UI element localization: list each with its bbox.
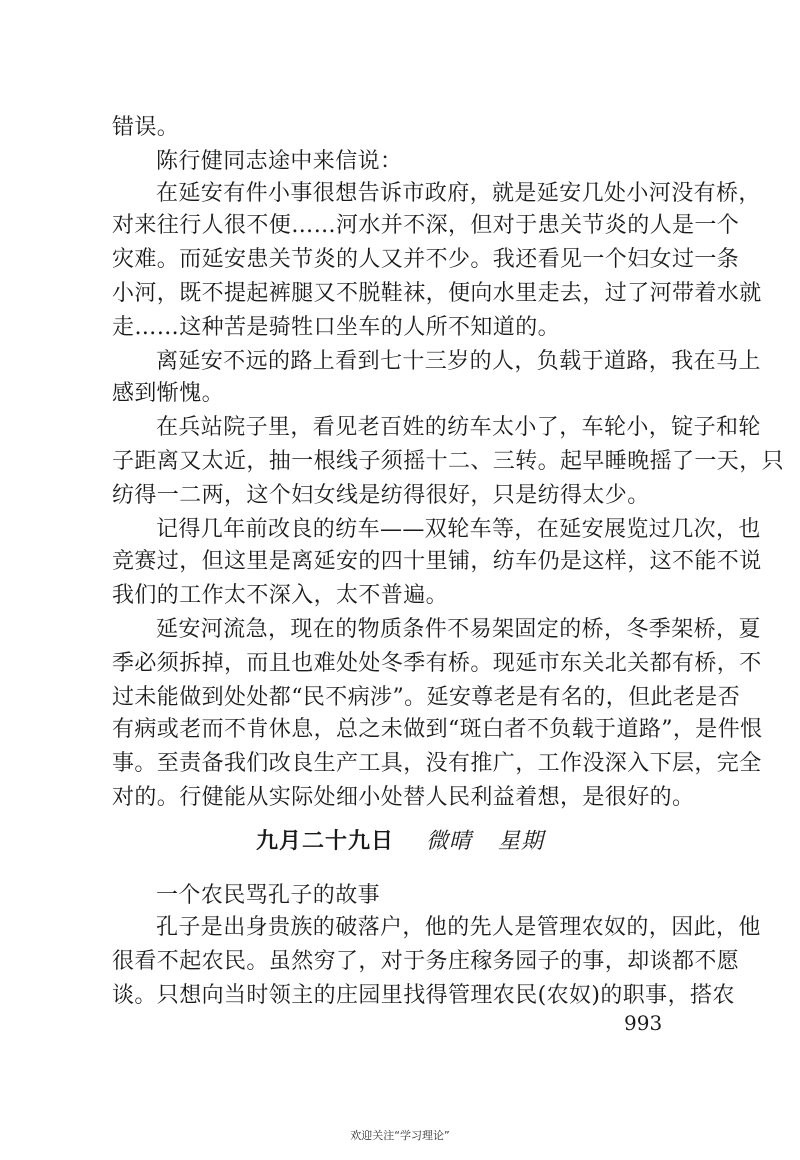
text-line: 对来往行人很不便……河水并不深，但对于患关节炎的人是一个 <box>112 213 740 238</box>
text-line: 子距离又太近，抽一根线子须摇十二、三转。起早睡晚摇了一天，只 <box>112 449 785 474</box>
text-line: 错误。 <box>112 115 180 140</box>
text-line: 对的。行健能从实际处细小处替人民利益着想，是很好的。 <box>112 785 695 810</box>
text-line: 很看不起农民。虽然穷了，对于务庄稼务园子的事，却谈都不愿 <box>112 949 740 974</box>
text-line: 陈行健同志途中来信说： <box>156 149 403 174</box>
text-line: 走……这种苦是骑牲口坐车的人所不知道的。 <box>112 315 561 340</box>
text-line: 过未能做到处处都“民不病涉”。延安尊老是有名的，但此老是否 <box>112 685 741 710</box>
section-title: 一个农民骂孔子的故事 <box>156 883 381 908</box>
text-line: 离延安不远的路上看到七十三岁的人，负载于道路，我在马上 <box>156 349 761 374</box>
text-line: 季必须拆掉，而且也难处处冬季有桥。现延市东关北关都有桥，不 <box>112 651 762 676</box>
text-line: 小河，既不提起裤腿又不脱鞋袜，便向水里走去，过了河带着水就 <box>112 281 762 306</box>
heading-date: 九月二十九日 <box>255 828 394 854</box>
text-line: 谈。只想向当时领主的庄园里找得管理农民(农奴)的职事，搭农 <box>112 983 735 1008</box>
text-line: 在延安有件小事很想告诉市政府，就是延安几处小河没有桥， <box>156 181 761 206</box>
text-line: 事。至责备我们改良生产工具，没有推广，工作没深入下层，完全 <box>112 751 762 776</box>
diary-date-heading <box>0 826 800 857</box>
text-line: 在兵站院子里，看见老百姓的纺车太小了，车轮小，锭子和轮 <box>156 415 761 440</box>
text-line: 灾难。而延安患关节炎的人又并不少。我还看见一个妇女过一条 <box>112 247 740 272</box>
heading-weekday: 星期 <box>498 829 545 854</box>
text-line: 感到惭愧。 <box>112 381 225 406</box>
text-line: 记得几年前改良的纺车——双轮车等，在延安展览过几次，也 <box>156 517 761 542</box>
page-number: 993 <box>624 1011 663 1035</box>
text-line: 延安河流急，现在的物质条件不易架固定的桥，冬季架桥，夏 <box>156 617 761 642</box>
text-line: 竞赛过，但这里是离延安的四十里铺，纺车仍是这样，这不能不说 <box>112 549 762 574</box>
text-line: 纺得一二两，这个妇女线是纺得很好，只是纺得太少。 <box>112 483 650 508</box>
footer-note: 欢迎关注“学习理论” <box>350 1129 450 1142</box>
text-line: 我们的工作太不深入，太不普遍。 <box>112 583 449 608</box>
text-line: 有病或老而不肯休息，总之未做到“斑白者不负载于道路”，是件恨 <box>112 717 763 742</box>
heading-weather: 微晴 <box>425 829 472 854</box>
text-line: 孔子是出身贵族的破落户，他的先人是管理农奴的，因此，他 <box>156 915 761 940</box>
